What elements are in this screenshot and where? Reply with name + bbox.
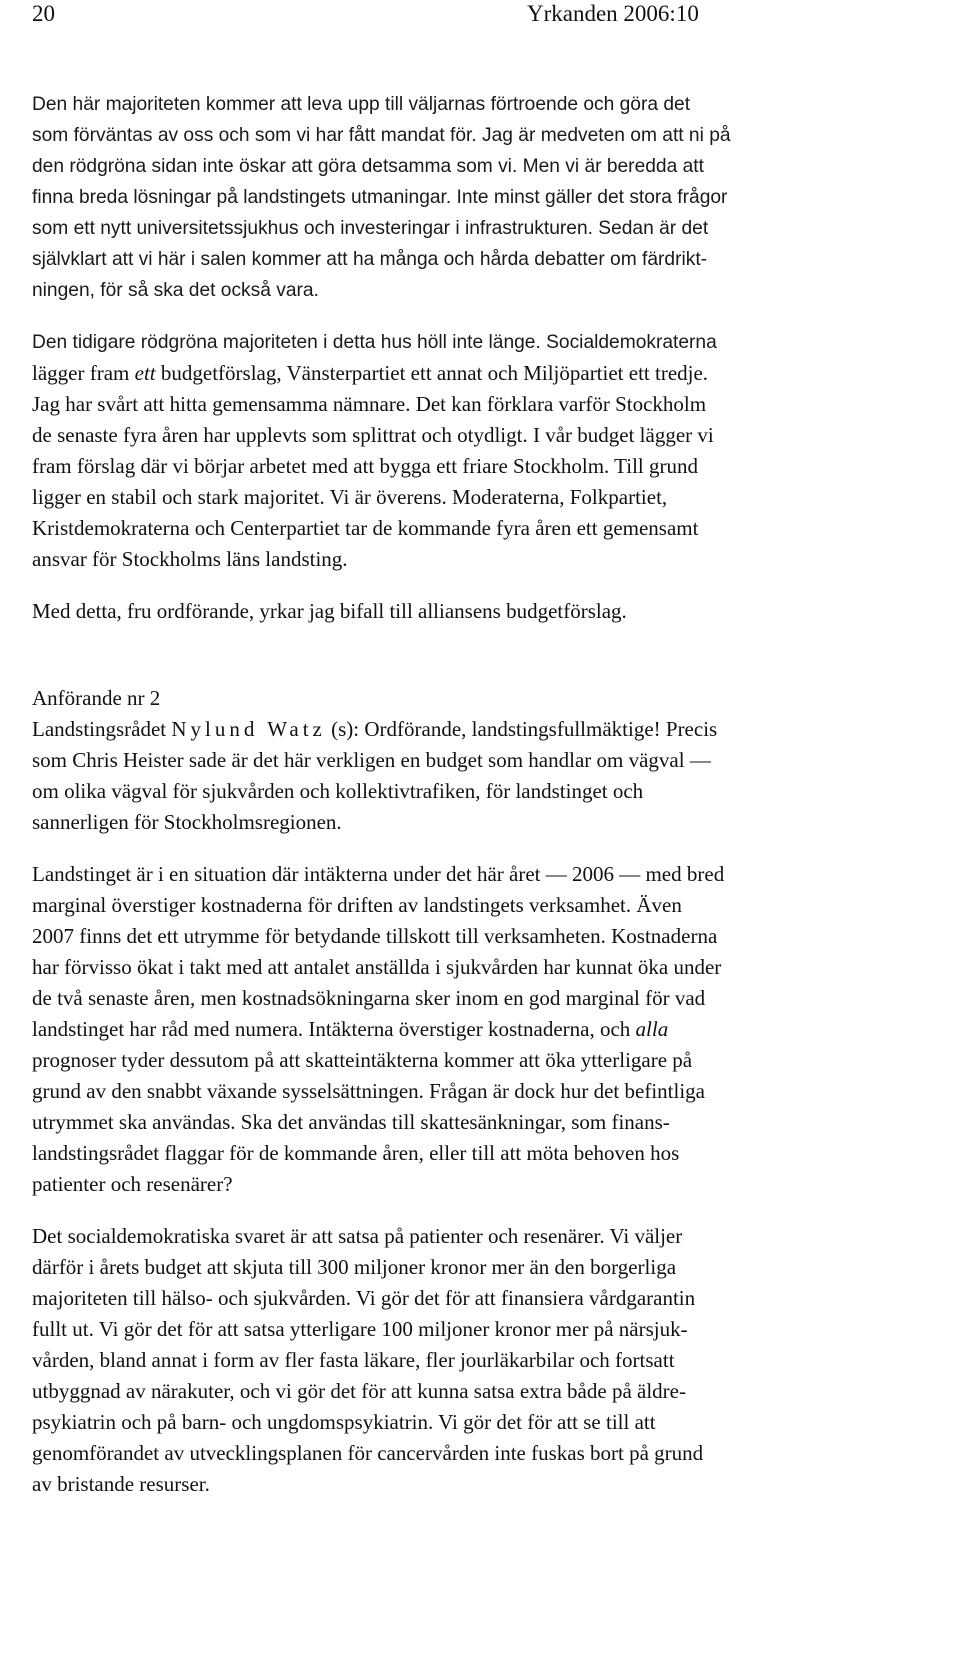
paragraph-majority [32,89,937,306]
text-segment: budgetförslag, Vänsterpartiet ett annat och Miljöpartiet ett tredje. [155,361,709,385]
text-line: Kristdemokraterna och Centerpartiet tar de kommande fyra åren ett gemensamt [32,516,699,540]
text-segment: landstinget har råd med numera. Intäkterna överstiger kostnaderna, och [32,1017,636,1041]
text-line: prognoser tyder dessutom på att skatteintäkterna kommer att öka ytterligare på [32,1048,693,1072]
text-line: självklart att vi här i salen kommer att ha många och hårda debatter om färdrikt- [32,249,708,270]
text-line: som Chris Heister sade är det här verkligen en budget som handlar om vägval — [32,748,711,772]
page-number: 20 [32,1,55,26]
page-header [32,0,942,35]
speaker-title: Landstingsrådet [32,717,172,741]
paragraph-situation [32,859,937,1200]
speaker-line [32,714,937,745]
text-line: de senaste fyra åren har upplevts som splittrat och otydligt. I vår budget lägger vi [32,423,714,447]
emphasis-word: ett [134,361,156,385]
text-line: grund av den snabbt växande sysselsättningen. Frågan är dock hur det befintliga [32,1079,705,1103]
text-line: Den tidigare rödgröna majoriteten i detta hus höll inte länge. Socialdemokraterna [32,332,717,353]
text-segment: lägger fram [32,361,135,385]
paragraph-motion [32,596,937,627]
text-line: ningen, för så ska det också vara. [32,280,319,301]
text-line: som ett nytt universitetssjukhus och investeringar i infrastrukturen. Sedan är det [32,218,709,239]
text-line-with-emphasis [32,1014,937,1045]
text-line: den rödgröna sidan inte öskar att göra detsamma som vi. Men vi är beredda att [32,156,704,177]
text-line: de två senaste åren, men kostnadsökningarna sker inom en god marginal för vad [32,986,706,1010]
text-line: har förvisso ökat i takt med att antalet anställda i sjukvården har kunnat öka under [32,955,722,979]
text-line: utbyggnad av närakuter, och vi gör det för att kunna satsa extra både på äldre- [32,1379,686,1403]
text-line: psykiatrin och på barn- och ungdomspsykiatrin. Vi gör det för att se till att [32,1410,656,1434]
text-line: som förväntas av oss och som vi har fått mandat för. Jag är medveten om att ni på [32,125,731,146]
paragraph-previous-majority [32,327,937,575]
text-line: ligger en stabil och stark majoritet. Vi är överens. Moderaterna, Folkpartiet, [32,485,668,509]
text-line: fullt ut. Vi gör det för att satsa ytterligare 100 miljoner kronor mer på närsjuk- [32,1317,688,1341]
document-page [32,0,942,1671]
text-line: genomförandet av utvecklingsplanen för cancervården inte fuskas bort på grund [32,1441,704,1465]
speech-heading: Anförande nr 2 [32,686,161,710]
text-line: Den här majoriteten kommer att leva upp till väljarnas förtroende och göra det [32,94,691,115]
text-line: marginal överstiger kostnaderna för driften av landstingets verksamhet. Även [32,893,682,917]
sans-segment [32,327,937,358]
text-line: landstingsrådet flaggar för de kommande åren, eller till att möta behoven hos [32,1141,680,1165]
emphasis-word: alla [635,1017,669,1041]
text-line: Landstinget är i en situation där intäkterna under det här året — 2006 — med bred [32,862,725,886]
text-line: 2007 finns det ett utrymme för betydande tillskott till verksamheten. Kostnaderna [32,924,718,948]
text-line: majoriteten till hälso- och sjukvården. Vi gör det för att finansiera vårdgarantin [32,1286,696,1310]
speaker-party: (s): Ordförande, landstingsfullmäktige! Precis [325,717,718,741]
text-line: Det socialdemokratiska svaret är att satsa på patienter och resenärer. Vi väljer [32,1224,683,1248]
text-line: fram förslag där vi börjar arbetet med att bygga ett friare Stockholm. Till grund [32,454,698,478]
running-title: Yrkanden 2006:10 [527,1,699,26]
text-line: utrymmet ska användas. Ska det användas till skattesänkningar, som finans- [32,1110,670,1134]
text-line: vården, bland annat i form av fler fasta läkare, fler jourläkarbilar och fortsatt [32,1348,675,1372]
body-text [32,89,937,1521]
text-line: om olika vägval för sjukvården och kollektivtrafiken, för landstinget och [32,779,644,803]
text-line: Med detta, fru ordförande, yrkar jag bifall till alliansens budgetförslag. [32,599,627,623]
text-line: patienter och resenärer? [32,1172,233,1196]
text-line: finna breda lösningar på landstingets utmaningar. Inte minst gäller det stora frågor [32,187,728,208]
text-line: av bristande resurser. [32,1472,210,1496]
paragraph-answer [32,1221,937,1500]
text-line: därför i årets budget att skjuta till 300 miljoner kronor mer än den borgerliga [32,1255,677,1279]
text-line: ansvar för Stockholms läns landsting. [32,547,348,571]
text-line: sannerligen för Stockholmsregionen. [32,810,342,834]
text-line: Jag har svårt att hitta gemensamma nämnare. Det kan förklara varför Stockholm [32,392,707,416]
speech-section [32,683,937,838]
speaker-name: Nylund Watz [171,717,326,741]
text-line-with-emphasis [32,358,937,389]
